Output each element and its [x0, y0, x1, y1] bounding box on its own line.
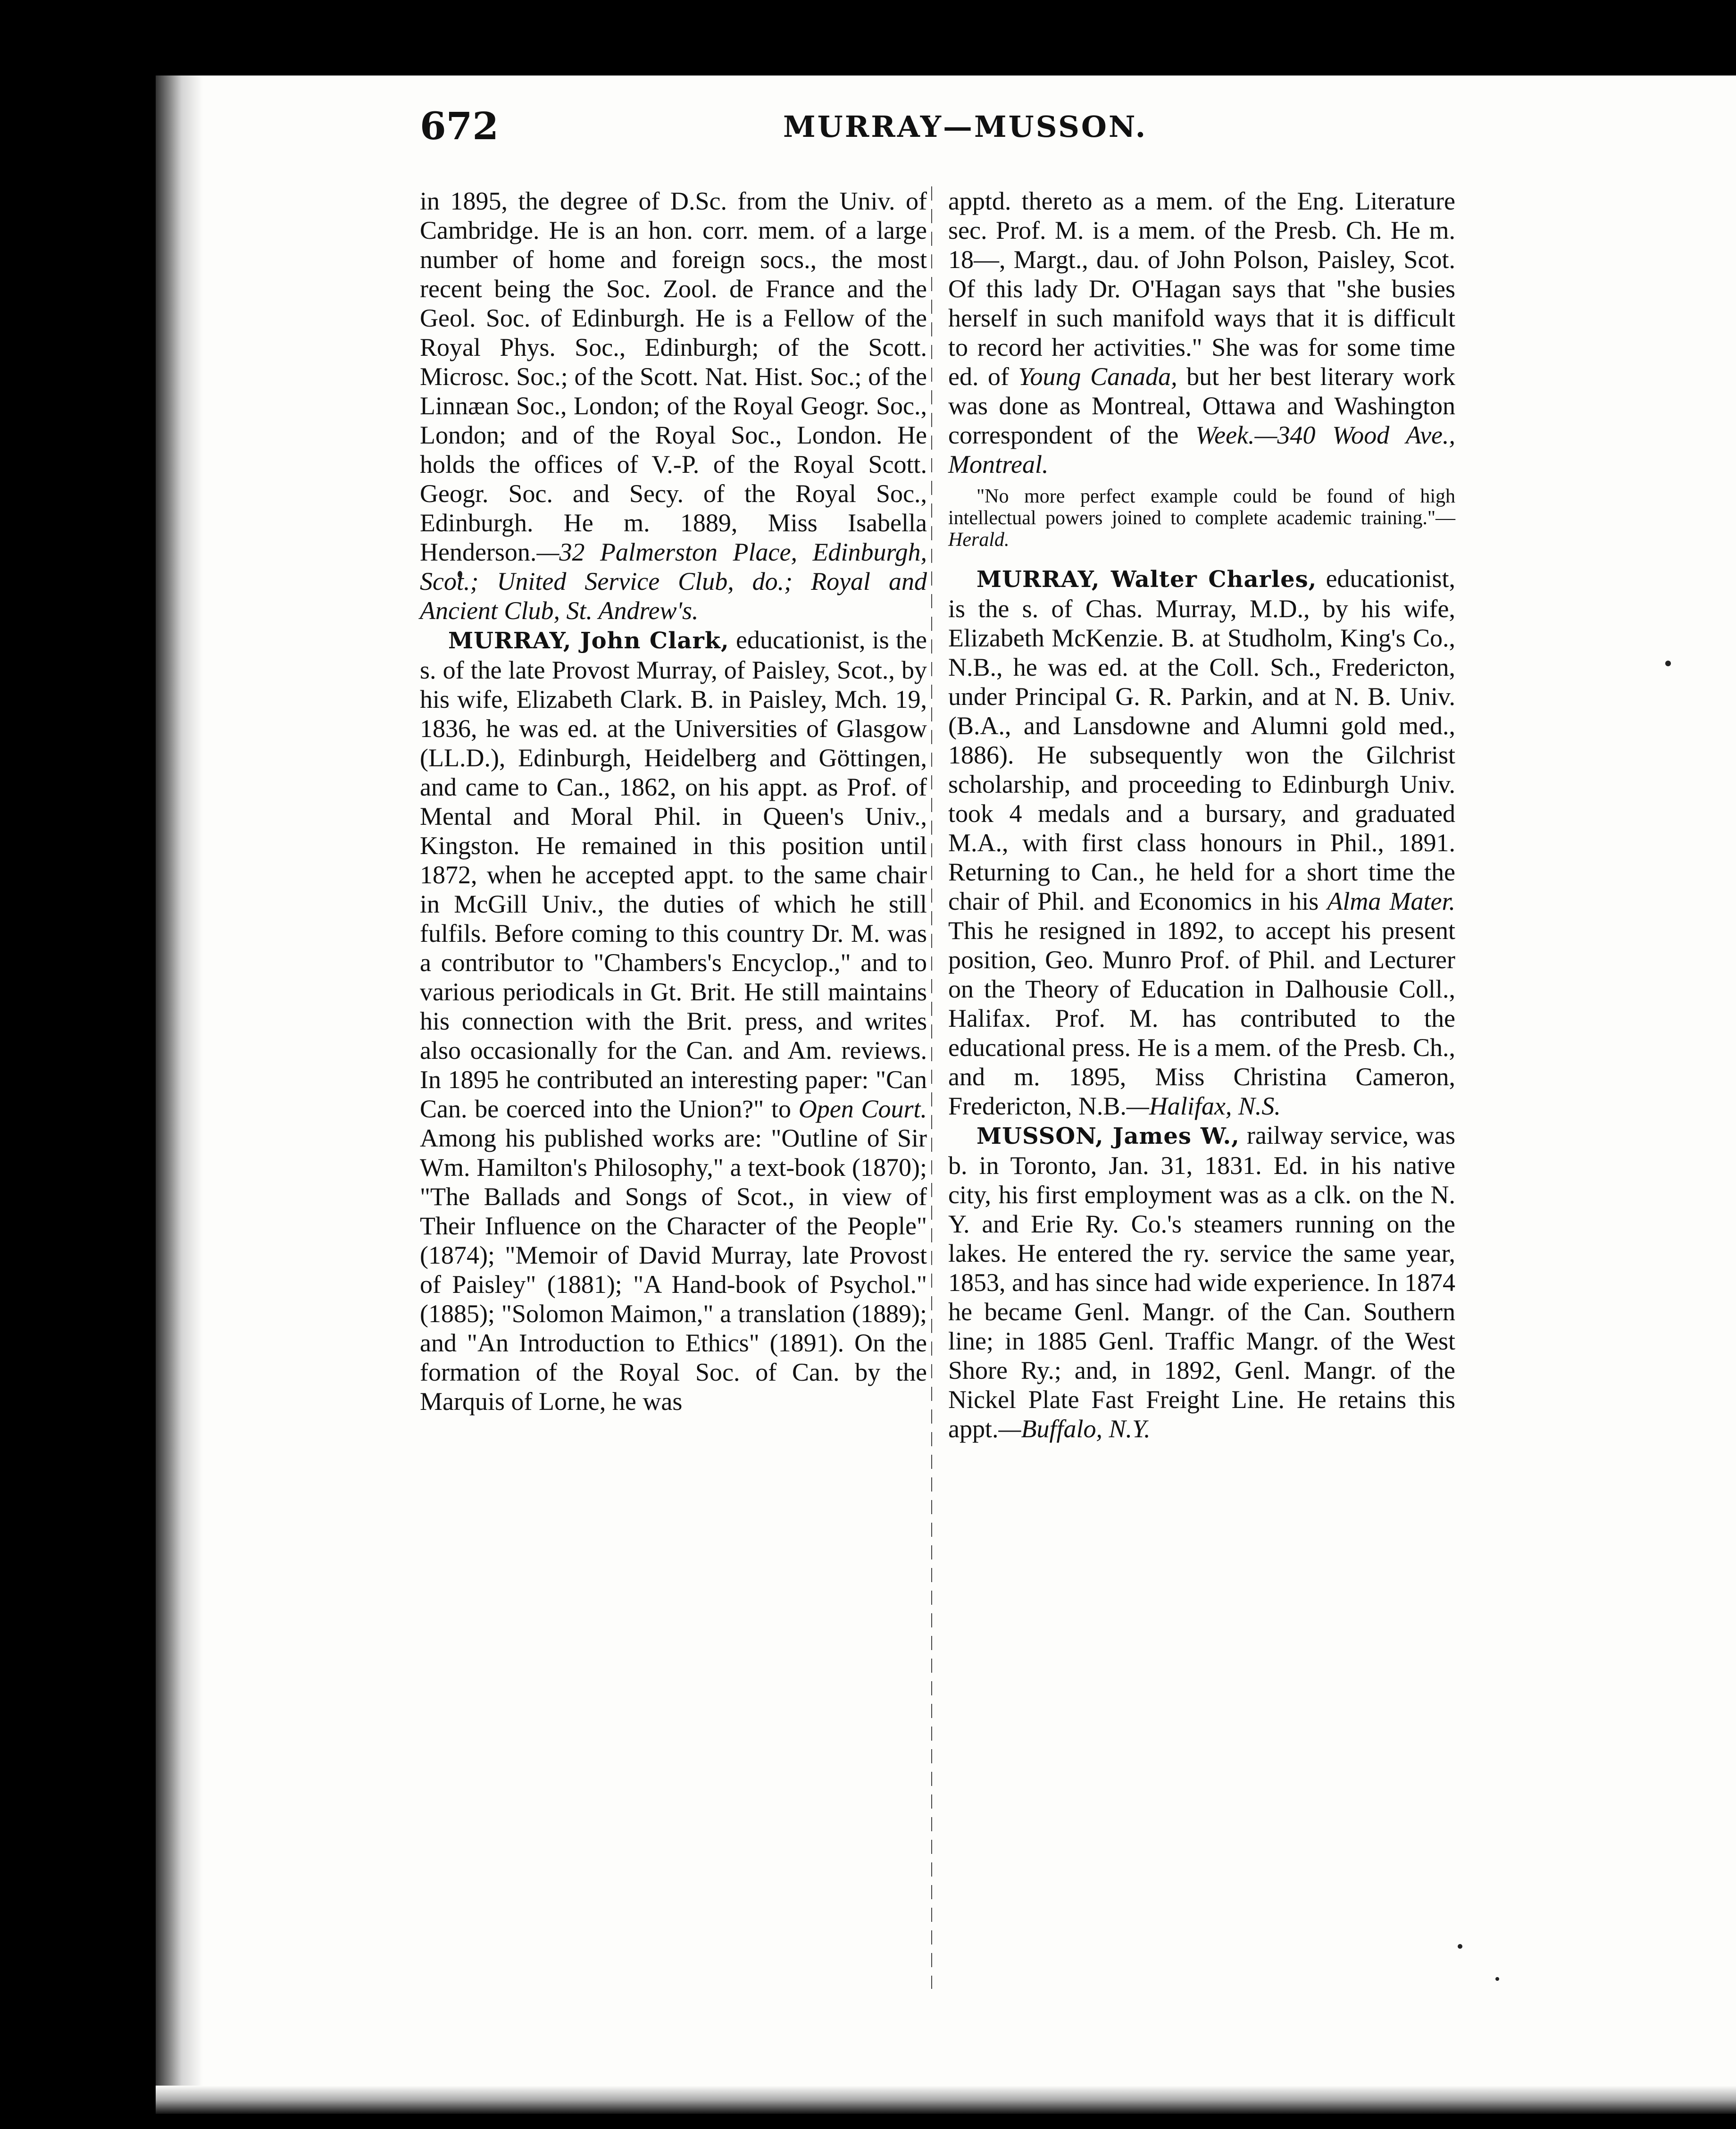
page-header — [420, 104, 1297, 160]
entry-address: —Buffalo, N.Y. — [998, 1415, 1151, 1443]
entry-name: MUSSON, James W., — [976, 1123, 1240, 1149]
bottom-edge-shadow — [156, 2086, 1736, 2114]
right-column — [948, 186, 1455, 1443]
entry-text: railway service, was b. in Toronto, Jan. 31, 1831. Ed. in his native city, his first employment was as a clk. on the N. Y. and Erie Ry. Co.'s steamers running on the lakes. He entered the ry. service the same year, 1853, and has since had wide experience. In 1874 he became Genl. Mangr. of the Can. Southern line; in 1885 Genl. Traffic Mangr. of the West Shore Ry.; and, in 1892, Genl. Mangr. of the Nickel Plate Fast Freight Line. He retains this appt. — [948, 1121, 1456, 1443]
binding-shadow — [156, 75, 203, 2114]
entry-text: educationist, is the s. of Chas. Murray, M.D., by his wife, Elizabeth McKenzie. B. at Studholm, King's Co., N.B., he was ed. at the Coll. Sch., Fredericton, under Principal G. R. Parkin, and at N. B. Univ. (B.A., and Lansdowne and Alumni gold med., 1886). He subsequently won the Gilchrist scholarship, and proceeding to Edinburgh Univ. took 4 medals and a bursary, and graduated M.A., with first class honours in Phil., 1891. Returning to Can., he held for a short time the chair of Phil. and Economics in his — [948, 564, 1455, 915]
quote-text: "No more perfect example could be found of high intellectual powers joined to complete academic training."— — [948, 486, 1455, 529]
entry-continuation — [420, 186, 927, 625]
running-head: MURRAY—MUSSON. — [783, 109, 1148, 144]
entry-murray-walter-charles — [948, 564, 1455, 1121]
entry-musson-james-w — [948, 1121, 1455, 1443]
press-quote — [948, 486, 1455, 551]
entry-text: This he resigned in 1892, to accept his present position, Geo. Munro Prof. of Phil. and Lecturer on the Theory of Education in Dalhousie Coll., Halifax. Prof. M. has contributed to the educational press. He is a mem. of the Presb. Ch., and m. 1895, Miss Christina Cameron, Fredericton, N.B. — [948, 916, 1455, 1120]
scanned-page — [156, 75, 1736, 2114]
entry-murray-john-clark — [420, 625, 927, 1416]
entry-continuation — [948, 186, 1455, 479]
quote-source: Herald. — [948, 529, 1010, 551]
journal-title: Young Canada, — [1018, 362, 1177, 391]
entry-text: apptd. thereto as a mem. of the Eng. Literature sec. Prof. M. is a mem. of the Presb. Ch. He m. 18—, Margt., dau. of John Polson, Paisley, Scot. Of this lady Dr. O'Hagan says that "she busies herself in such manifold ways that it is difficult to record her activities." She was for some time ed. of — [948, 187, 1455, 391]
journal-title: Open Court. — [798, 1095, 927, 1123]
entry-address: Week.—340 Wood Ave., Montreal. — [948, 421, 1456, 478]
entry-name: MURRAY, Walter Charles, — [976, 566, 1317, 593]
journal-title: Alma Mater. — [1327, 887, 1456, 915]
scan-speck — [1665, 661, 1671, 666]
scan-speck — [1495, 1977, 1499, 1981]
entry-text: but her best literary work was done as Montreal, Ottawa and Washington correspondent of the — [948, 362, 1455, 449]
entry-text: in 1895, the degree of D.Sc. from the Univ. of Cambridge. He is an hon. corr. mem. of a large number of home and foreign socs., the most recent being the Soc. Zool. de France and the Geol. Soc. of Edinburgh. He is a Fellow of the Royal Phys. Soc., Edinburgh; of the Scott. Microsc. Soc.; of the Scott. Nat. Hist. Soc.; of the Linnæan Soc., London; of the Royal Geogr. Soc., London; and of the Royal Soc., London. He holds the offices of V.-P. of the Royal Scott. Geogr. Soc. and Secy. of the Royal Soc., Edinburgh. He m. 1889, Miss Isabella Henderson. — [420, 187, 927, 566]
left-column — [420, 186, 927, 1416]
entry-address: —32 Palmerston Place, Edinburgh, Scot.; United Service Club, do.; Royal and Ancient Club, St. Andrew's. — [420, 538, 927, 625]
entry-text: Among his published works are: "Outline of Sir Wm. Hamilton's Philosophy," a text-book (1870); "The Ballads and Songs of Scot., in view of Their Influence on the Character of the People" (1874); "Memoir of David Murray, late Provost of Paisley" (1881); "A Hand-book of Psychol." (1885); "Solomon Maimon," a translation (1889); and "An Introduction to Ethics" (1891). On the formation of the Royal Soc. of Can. by the Marquis of Lorne, he was — [420, 1124, 927, 1416]
entry-name: MURRAY, John Clark, — [448, 628, 729, 654]
column-divider — [931, 186, 932, 1989]
scan-speck — [1458, 1944, 1462, 1949]
entry-text: educationist, is the s. of the late Provost Murray, of Paisley, Scot., by his wife, Elizabeth Clark. B. in Paisley, Mch. 19, 1836, he was ed. at the Universities of Glasgow (LL.D.), Edinburgh, Heidelberg and Göttingen, and came to Can., 1862, on his appt. as Prof. of Mental and Moral Phil. in Queen's Univ., Kingston. He remained in this position until 1872, when he accepted appt. to the same chair in McGill Univ., the duties of which he still fulfils. Before coming to this country Dr. M. was a contributor to "Chambers's Encyclop.," and to various periodicals in Gt. Brit. He still maintains his connection with the Brit. press, and writes also occasionally for the Can. and Am. reviews. In 1895 he contributed an interesting paper: "Can Can. be coerced into the Union?" to — [420, 626, 927, 1123]
entry-address: —Halifax, N.S. — [1126, 1092, 1281, 1120]
page-number: 672 — [420, 104, 499, 148]
